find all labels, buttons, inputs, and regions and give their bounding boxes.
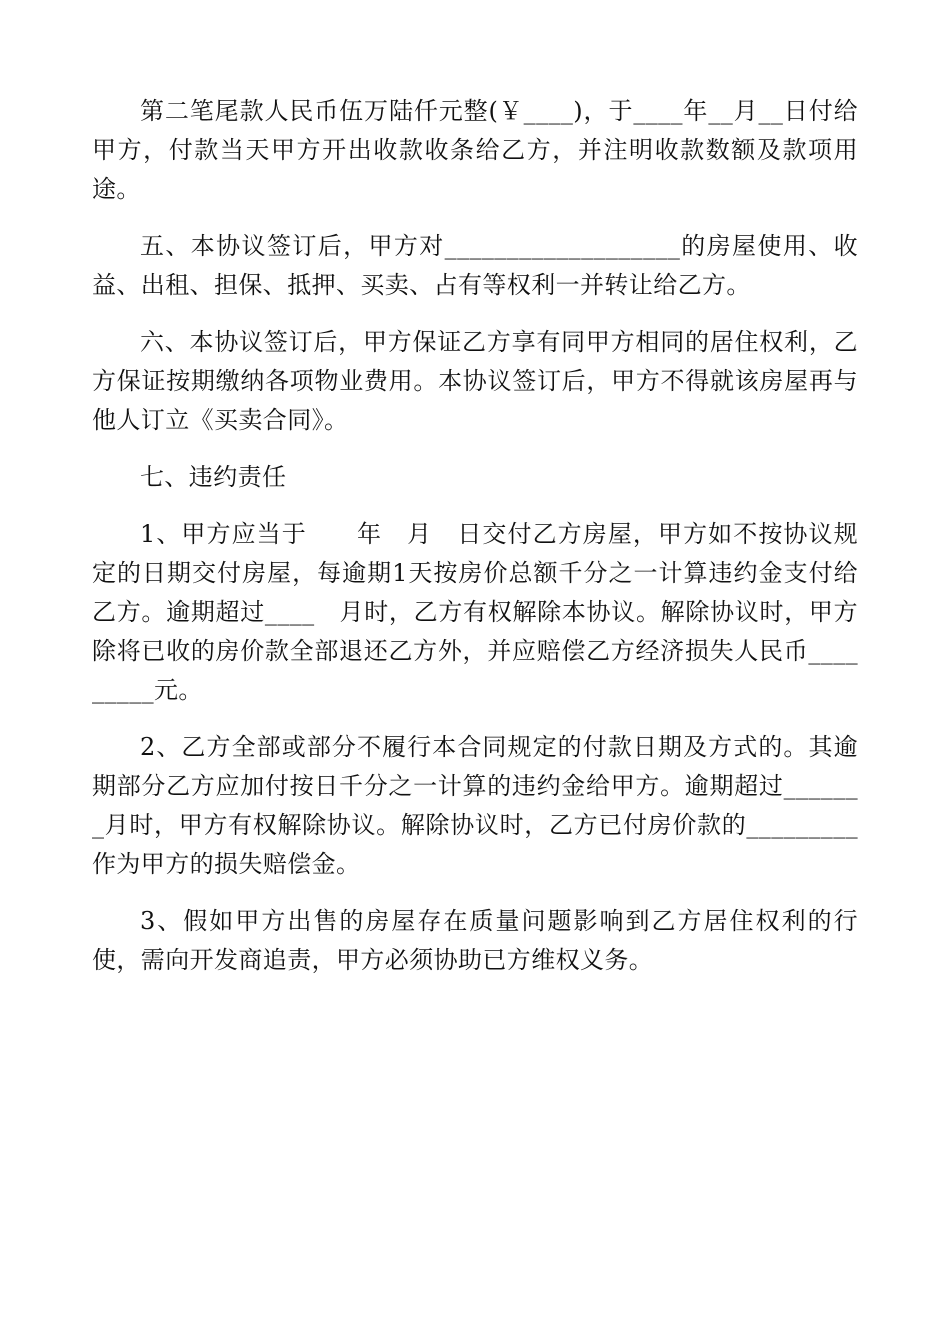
paragraph-breach-3: 3、假如甲方出售的房屋存在质量问题影响到乙方居住权利的行使，需向开发商追责，甲方必须协助已方维权义务。 bbox=[92, 907, 858, 974]
paragraph-clause-6: 六、本协议签订后，甲方保证乙方享有同甲方相同的居住权利，乙方保证按期缴纳各项物业费用。本协议签订后，甲方不得就该房屋再与他人订立《买卖合同》。 bbox=[92, 328, 858, 434]
paragraph-clause-7-heading: 七、违约责任 bbox=[140, 463, 287, 491]
paragraph-breach-2: 2、乙方全部或部分不履行本合同规定的付款日期及方式的。其逾期部分乙方应加付按日千分之一计算的违约金给甲方。逾期超过_______月时，甲方有权解除协议。解除协议时，乙方已付房价款的_________作为甲方的损失赔偿金。 bbox=[92, 733, 858, 878]
paragraph-final-payment: 第二笔尾款人民币伍万陆仟元整(￥____)，于____年__月__日付给甲方，付款当天甲方开出收款收条给乙方，并注明收款数额及款项用途。 bbox=[92, 97, 858, 203]
paragraph-clause-5: 五、本协议签订后，甲方对___________________的房屋使用、收益、出租、担保、抵押、买卖、占有等权利一并转让给乙方。 bbox=[92, 232, 858, 299]
document-page bbox=[92, 92, 858, 998]
paragraph-breach-1: 1、甲方应当于 年 月 日交付乙方房屋，甲方如不按协议规定的日期交付房屋，每逾期1天按房价总额千分之一计算违约金支付给乙方。逾期超过____ 月时，乙方有权解除本协议。解除协议时，甲方除将已收的房价款全部退还乙方外，并应赔偿乙方经济损失人民币_________元。 bbox=[92, 520, 858, 704]
